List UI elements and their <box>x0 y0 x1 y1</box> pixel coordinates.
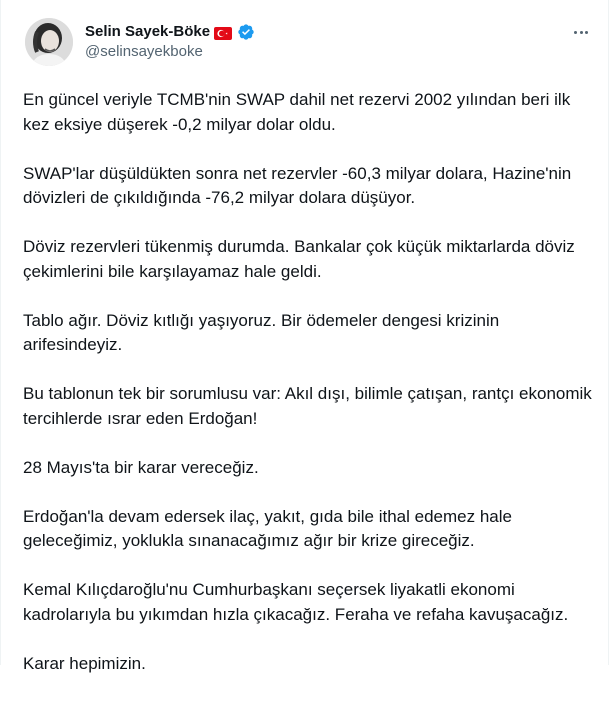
tweet-paragraph: Karar hepimizin. <box>23 653 146 673</box>
avatar[interactable] <box>25 18 73 66</box>
tweet-paragraph: 28 Mayıs'ta bir karar vereceğiz. <box>23 457 259 477</box>
tweet-paragraph: SWAP'lar düşüldükten sonra net rezervler -60,3 milyar dolara, Hazine'nin dövizleri de çıkıldığında -76,2 milyar dolara düşüyor. <box>23 163 572 207</box>
author-name-row <box>85 22 255 42</box>
tweet-paragraph: Tablo ağır. Döviz kıtlığı yaşıyoruz. Bir ödemeler dengesi krizinin arifesindeyiz. <box>23 310 500 354</box>
tweet-text <box>23 88 593 701</box>
tweet-paragraph: Erdoğan'la devam edersek ilaç, yakıt, gıda bile ithal edemez hale geleceğimiz, yoklukla sınanacağımız ağır bir krize gireceğiz. <box>23 506 512 550</box>
tweet-paragraph: Döviz rezervleri tükenmiş durumda. Bankalar çok küçük miktarlarda döviz çekimlerini bile karşılayamaz hale geldi. <box>23 237 575 281</box>
turkish-flag-icon <box>214 26 232 39</box>
author-handle[interactable]: @selinsayekboke <box>85 43 203 60</box>
verified-badge-icon[interactable] <box>237 23 255 41</box>
more-options-button[interactable] <box>568 22 594 42</box>
tweet-paragraph: Kemal Kılıçdaroğlu'nu Cumhurbaşkanı seçersek liyakatli ekonomi kadrolarıyla bu yıkımdan hızla çıkacağız. Feraha ve refaha kavuşacağız. <box>23 580 569 624</box>
tweet-paragraph: Bu tablonun tek bir sorumlusu var: Akıl dışı, bilimle çatışan, rantçı ekonomik tercihlerde ısrar eden Erdoğan! <box>23 384 592 428</box>
more-horizontal-icon <box>574 31 577 34</box>
author-name[interactable]: Selin Sayek-Böke <box>85 23 211 40</box>
tweet-paragraph: En güncel veriyle TCMB'nin SWAP dahil net rezervi 2002 yılından beri ilk kez eksiye düşerek -0,2 milyar dolar oldu. <box>23 90 571 134</box>
